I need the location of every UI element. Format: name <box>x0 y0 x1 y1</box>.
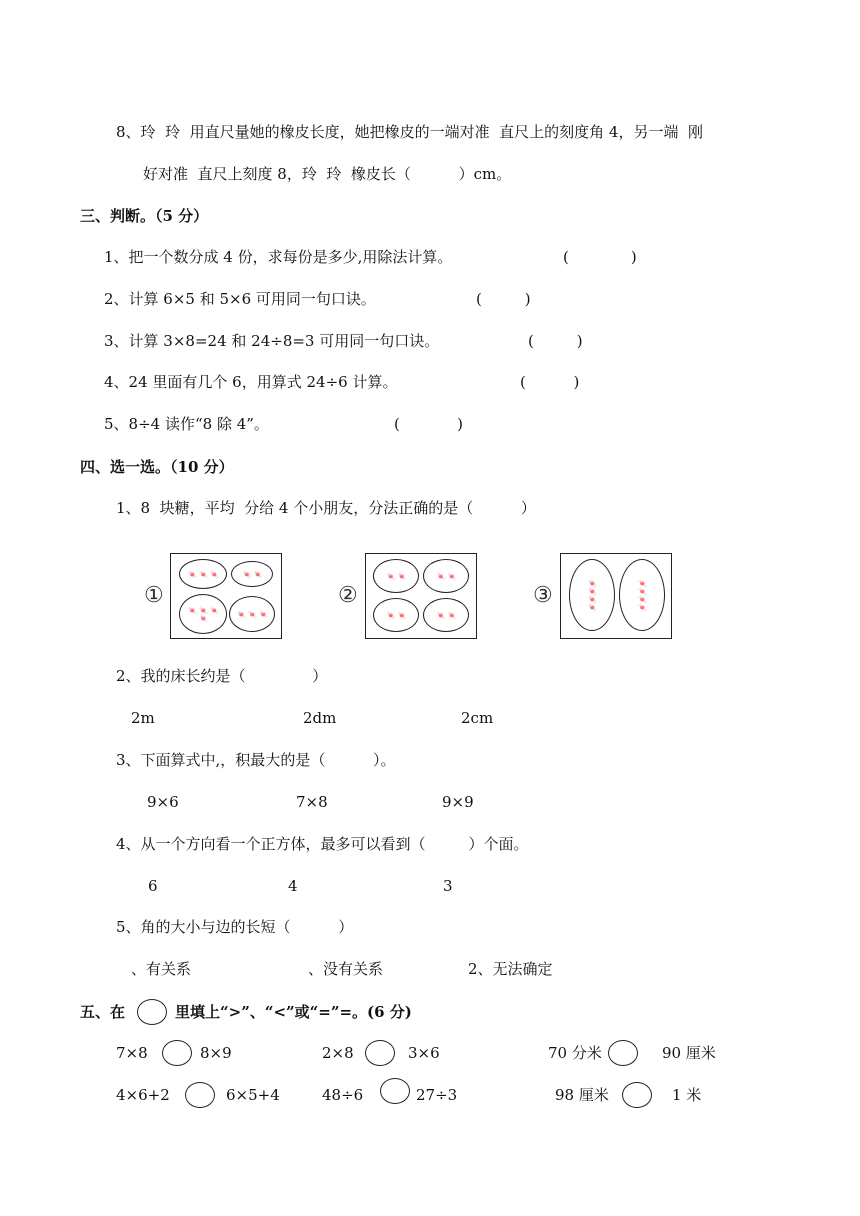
section-3-title: 三、判断。（5 分） <box>80 207 209 225</box>
choice-q4-option-b[interactable]: 4 <box>288 877 298 895</box>
judge-item-5-paren[interactable]: ( ) <box>394 415 463 433</box>
compare-1-right: 8×9 <box>200 1044 232 1062</box>
compare-2-left: 2×8 <box>322 1044 354 1062</box>
judge-item-4-paren[interactable]: ( ) <box>520 373 580 391</box>
candy-group: 🍬 🍬 <box>373 559 419 593</box>
compare-3-right: 90 厘米 <box>662 1044 716 1062</box>
compare-3-left: 70 分米 <box>548 1044 602 1062</box>
option-1-figure[interactable] <box>170 553 282 639</box>
candy-group: 🍬 🍬 🍬 🍬 <box>569 559 615 631</box>
choice-q5-option-a[interactable]: 、有关系 <box>131 960 192 978</box>
compare-2-circle[interactable] <box>365 1040 395 1066</box>
candy-group: 🍬 🍬 🍬 <box>229 596 275 632</box>
compare-4-circle[interactable] <box>185 1082 215 1108</box>
candy-group: 🍬 🍬 <box>423 559 469 593</box>
q8-line1: 8、玲 玲 用直尺量她的橡皮长度，她把橡皮的一端对准 直尺上的刻度角 4，另一端 刚 <box>116 123 704 141</box>
candy-group: 🍬 🍬 🍬 🍬 <box>179 594 227 634</box>
judge-item-3: 3、计算 3×8=24 和 24÷8=3 可用同一句口诀。 <box>104 332 440 350</box>
choice-q4-text: 4、从一个方向看一个正方体，最多可以看到（ ）个面。 <box>116 835 529 853</box>
judge-item-2-paren[interactable]: ( ) <box>476 290 531 308</box>
judge-item-1: 1、把一个数分成 4 份，求每份是多少,用除法计算。 <box>104 248 453 266</box>
compare-1-circle[interactable] <box>162 1040 192 1066</box>
choice-q3-option-a[interactable]: 9×6 <box>147 793 179 811</box>
compare-4-right: 6×5+4 <box>226 1086 280 1104</box>
option-3-label: ③ <box>533 583 553 608</box>
choice-q3-option-b[interactable]: 7×8 <box>296 793 328 811</box>
section-5-title-pre: 五、在 <box>80 1003 126 1021</box>
choice-q2-option-c[interactable]: 2cm <box>461 709 494 727</box>
judge-item-5: 5、8÷4 读作“8 除 4”。 <box>104 415 269 433</box>
choice-q5-option-c[interactable]: 2、无法确定 <box>468 960 553 978</box>
choice-q4-option-a[interactable]: 6 <box>148 877 158 895</box>
answer-circle-icon <box>137 999 167 1025</box>
option-2-label: ② <box>338 583 358 608</box>
choice-q2-option-a[interactable]: 2m <box>131 709 155 727</box>
choice-q5-option-b[interactable]: 、没有关系 <box>308 960 384 978</box>
q8-line2: 好对准 直尺上刻度 8，玲 玲 橡皮长（ ）cm。 <box>143 165 512 183</box>
compare-5-right: 27÷3 <box>416 1086 458 1104</box>
candy-group: 🍬 🍬 <box>423 598 469 632</box>
compare-3-circle[interactable] <box>608 1040 638 1066</box>
judge-item-2: 2、计算 6×5 和 5×6 可用同一句口诀。 <box>104 290 376 308</box>
compare-5-left: 48÷6 <box>322 1086 364 1104</box>
choice-q3-option-c[interactable]: 9×9 <box>442 793 474 811</box>
section-5-title-post: 里填上“>”、“<”或“=”=。(6 分) <box>175 1003 412 1021</box>
compare-4-left: 4×6+2 <box>116 1086 170 1104</box>
judge-item-4: 4、24 里面有几个 6，用算式 24÷6 计算。 <box>104 373 398 391</box>
candy-group: 🍬 🍬 🍬 <box>179 559 227 589</box>
choice-q2-option-b[interactable]: 2dm <box>303 709 337 727</box>
compare-6-circle[interactable] <box>622 1082 652 1108</box>
choice-q2-text: 2、我的床长约是（ ） <box>116 667 328 685</box>
choice-q4-option-c[interactable]: 3 <box>443 877 453 895</box>
candy-group: 🍬 🍬 <box>373 598 419 632</box>
choice-q5-text: 5、角的大小与边的长短（ ） <box>116 918 354 936</box>
choice-q3-text: 3、下面算式中,，积最大的是（ ）。 <box>116 751 396 769</box>
option-2-figure[interactable] <box>365 553 477 639</box>
compare-2-right: 3×6 <box>408 1044 440 1062</box>
section-4-title: 四、选一选。（10 分） <box>80 458 234 476</box>
choice-q1-text: 1、8 块糖，平均 分给 4 个小朋友，分法正确的是（ ） <box>116 499 536 517</box>
option-1-label: ① <box>144 583 164 608</box>
candy-group: 🍬 🍬 <box>231 561 273 587</box>
compare-6-right: 1 米 <box>672 1086 702 1104</box>
option-3-figure[interactable] <box>560 553 672 639</box>
candy-group: 🍬 🍬 🍬 🍬 <box>619 559 665 631</box>
judge-item-3-paren[interactable]: ( ) <box>528 332 583 350</box>
compare-1-left: 7×8 <box>116 1044 148 1062</box>
judge-item-1-paren[interactable]: ( ) <box>563 248 637 266</box>
compare-5-circle[interactable] <box>380 1078 410 1104</box>
compare-6-left: 98 厘米 <box>555 1086 609 1104</box>
